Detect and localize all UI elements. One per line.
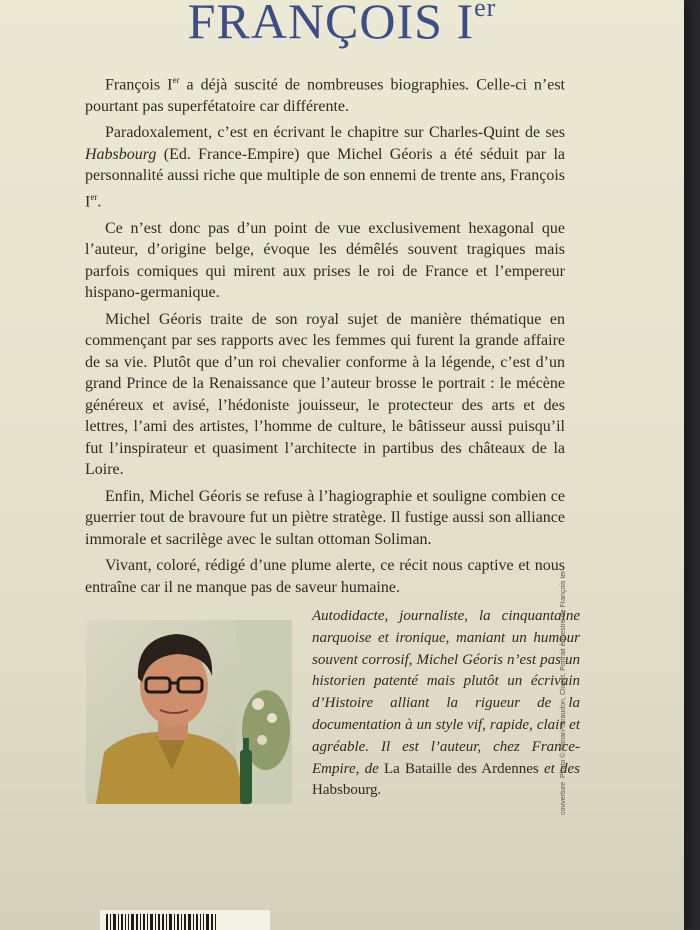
p2-book-title: Habsbourg — [85, 145, 157, 163]
bio-book-1: La Bataille des Ardennes — [383, 760, 539, 777]
bio-text-c: . — [377, 782, 382, 799]
author-photo — [86, 620, 292, 804]
paragraph-5: Enfin, Michel Géoris se refuse à l’hagiographie et souligne combien ce guerrier tout de bravoure fut un piètre stratège. Il fustige aussi son alliance immorale et sacrilège avec le sultan ottoman Soliman. — [85, 487, 565, 548]
p2-text-b: (Ed. France-Empire) que Michel Géoris a été séduit par la personnalité aussi riche que multiple de son ennemi de trente ans, François I — [85, 145, 565, 211]
photo-credit — [560, 570, 567, 815]
book-title — [0, 0, 684, 50]
bio-text-a: Autodidacte, journaliste, la cinquantaine narquoise et ironique, maniant un humour souvent corrosif, Michel Géoris n’est pas un historien patenté mais plutôt un écrivain d’Histoire alliant la rigueur de la documentation à un style vif, rapide, clair et agréable. Il est l’auteur, chez France-Empire, de — [312, 608, 580, 777]
title-text: FRANÇOIS I — [187, 0, 475, 49]
p2-text-c: . — [97, 193, 102, 211]
credit-left: couverture — [560, 781, 567, 815]
p1-text-a: François I — [105, 76, 173, 94]
paragraph-3: Ce n’est donc pas d’un point de vue exclusivement hexagonal que l’auteur, d’origine belge, évoque les démêlés souvent tragiques mais parfois comiques qui mirent aux prises le roi de France et l’empereur hispano-germanique. — [85, 219, 565, 302]
paragraph-6: Vivant, coloré, rédigé d’une plume alerte, ce récit nous captive et nous entraîne car il ne manque pas de saveur humaine. — [85, 557, 565, 596]
credit-text: Photo © Allinari-Giraudon, Clouet, Portrait équestre de François Ier — [560, 570, 567, 779]
bio-text-b: et des — [538, 760, 580, 777]
p1-sup: er — [172, 75, 180, 85]
title-superscript: er — [474, 0, 497, 22]
paragraph-2 — [85, 122, 565, 212]
p2-sup: er — [90, 191, 98, 202]
author-bio — [312, 606, 580, 802]
blurb — [85, 70, 565, 603]
paragraph-4: Michel Géoris traite de son royal sujet de manière thématique en commençant par ses rapports avec les femmes qui furent la grande affaire de sa vie. Plutôt que d’un roi chevalier conforme à la légende, c’est d’un grand Prince de la Renaissance que l’auteur brosse le portrait : le mécène généreux et avisé, l’hédoniste jouisseur, le protecteur des arts et des lettres, l’ami des artistes, l’homme de culture, le bâtisseur aussi puisqu’il fut l’inspirateur et quasiment l’architecte in partibus des châteaux de la Loire. — [85, 310, 565, 479]
paragraph-1 — [85, 70, 565, 117]
barcode — [100, 910, 270, 930]
p1-text-b: a déjà suscité de nombreuses biographies. Celle-ci n’est pourtant pas superfétatoire car différente. — [85, 76, 565, 115]
p2-text-a: Paradoxalement, c’est en écrivant le chapitre sur Charles-Quint de ses — [105, 124, 565, 142]
bio-book-2: Habsbourg — [312, 782, 378, 799]
